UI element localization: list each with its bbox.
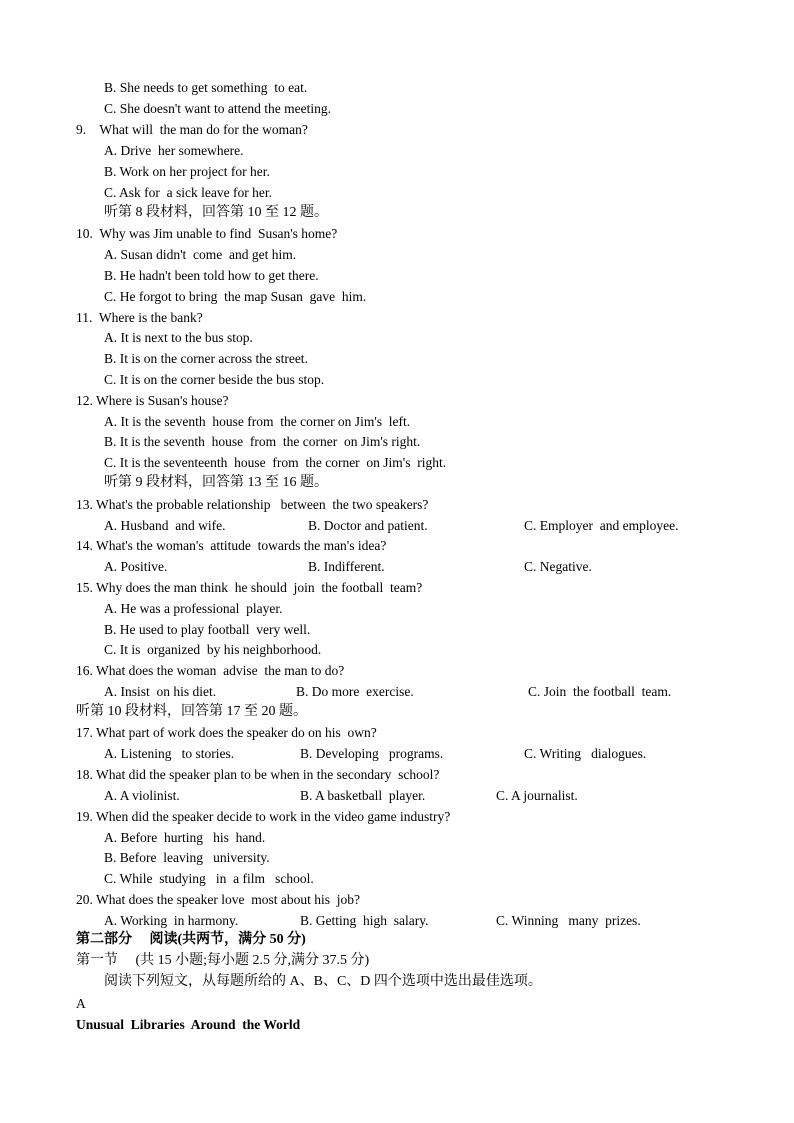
q11-option-c: C. It is on the corner beside the bus stop. [104, 372, 325, 387]
q12-option-b: B. It is the seventh house from the corner on Jim's right. [104, 434, 421, 449]
q13-option-a: A. Husband and wife. [104, 518, 226, 533]
q14-option-a: A. Positive. [104, 559, 168, 574]
part-2-heading: 第二部分 阅读(共两节，满分 50 分) [76, 932, 306, 947]
q19-option-a: A. Before hurting his hand. [104, 830, 266, 845]
q13-option-c: C. Employer and employee. [524, 518, 679, 533]
section-9-instruction: 听第 9 段材料，回答第 13 至 16 题。 [104, 475, 328, 490]
q20-option-b: B. Getting high salary. [300, 913, 429, 928]
q17-option-a: A. Listening to stories. [104, 746, 235, 761]
q10-option-b: B. He hadn't been told how to get there. [104, 268, 319, 283]
q17-option-b: B. Developing programs. [300, 746, 444, 761]
q16-option-a: A. Insist on his diet. [104, 684, 217, 699]
passage-letter: A [76, 996, 86, 1011]
q16-option-b: B. Do more exercise. [296, 684, 414, 699]
q9-stem: 9. What will the man do for the woman? [76, 122, 308, 137]
q11-stem: 11. Where is the bank? [76, 310, 203, 325]
q16-stem: 16. What does the woman advise the man to do? [76, 663, 345, 678]
q11-option-a: A. It is next to the bus stop. [104, 330, 253, 345]
q13-stem: 13. What's the probable relationship between the two speakers? [76, 497, 429, 512]
q8-option-c: C. She doesn't want to attend the meeting. [104, 101, 332, 116]
q14-option-b: B. Indifferent. [308, 559, 385, 574]
q12-option-c: C. It is the seventeenth house from the corner on Jim's right. [104, 455, 447, 470]
q15-stem: 15. Why does the man think he should join the football team? [76, 580, 423, 595]
q20-option-c: C. Winning many prizes. [496, 913, 641, 928]
q10-option-a: A. Susan didn't come and get him. [104, 247, 297, 262]
q15-option-a: A. He was a professional player. [104, 601, 283, 616]
q18-option-b: B. A basketball player. [300, 788, 426, 803]
q19-stem: 19. When did the speaker decide to work in the video game industry? [76, 809, 451, 824]
q20-option-a: A. Working in harmony. [104, 913, 239, 928]
q15-option-b: B. He used to play football very well. [104, 622, 311, 637]
section-1-heading: 第一节 (共 15 小题;每小题 2.5 分,满分 37.5 分) [76, 953, 370, 968]
q8-option-b: B. She needs to get something to eat. [104, 80, 308, 95]
q12-option-a: A. It is the seventh house from the corner on Jim's left. [104, 414, 411, 429]
q16-option-c: C. Join the football team. [528, 684, 672, 699]
q14-option-c: C. Negative. [524, 559, 592, 574]
q17-option-c: C. Writing dialogues. [524, 746, 647, 761]
reading-instruction: 阅读下列短文，从每题所给的 A、B、C、D 四个选项中选出最佳选项。 [104, 974, 542, 989]
passage-title: Unusual Libraries Around the World [76, 1017, 301, 1032]
section-10-instruction: 听第 10 段材料，回答第 17 至 20 题。 [76, 704, 307, 719]
q14-stem: 14. What's the woman's attitude towards the man's idea? [76, 538, 387, 553]
q10-stem: 10. Why was Jim unable to find Susan's home? [76, 226, 338, 241]
q18-option-c: C. A journalist. [496, 788, 578, 803]
q19-option-c: C. While studying in a film school. [104, 871, 314, 886]
q20-stem: 20. What does the speaker love most about his job? [76, 892, 360, 907]
q19-option-b: B. Before leaving university. [104, 850, 270, 865]
q15-option-c: C. It is organized by his neighborhood. [104, 642, 322, 657]
q9-option-b: B. Work on her project for her. [104, 164, 270, 179]
section-8-instruction: 听第 8 段材料，回答第 10 至 12 题。 [104, 205, 328, 220]
q13-option-b: B. Doctor and patient. [308, 518, 428, 533]
q11-option-b: B. It is on the corner across the street. [104, 351, 308, 366]
q9-option-c: C. Ask for a sick leave for her. [104, 185, 272, 200]
q18-stem: 18. What did the speaker plan to be when in the secondary school? [76, 767, 440, 782]
q18-option-a: A. A violinist. [104, 788, 180, 803]
q9-option-a: A. Drive her somewhere. [104, 143, 244, 158]
q12-stem: 12. Where is Susan's house? [76, 393, 229, 408]
q10-option-c: C. He forgot to bring the map Susan gave him. [104, 289, 367, 304]
q17-stem: 17. What part of work does the speaker do on his own? [76, 725, 377, 740]
